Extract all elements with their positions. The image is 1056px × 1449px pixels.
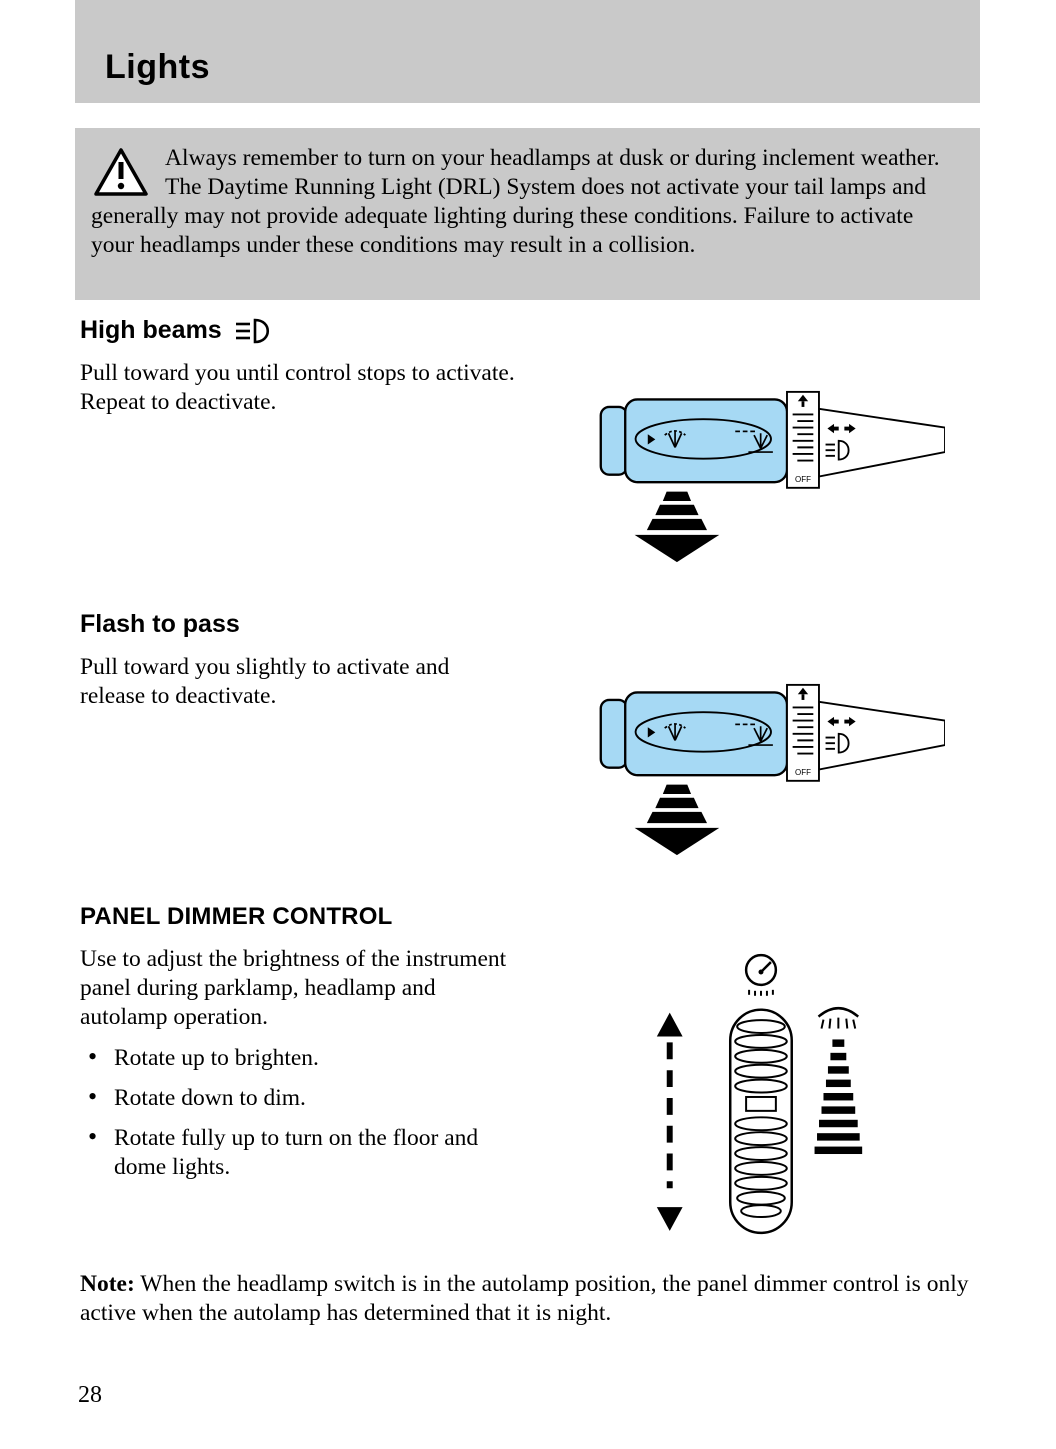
panel-dimmer-heading xyxy=(80,903,550,931)
flash-to-pass-heading xyxy=(80,610,550,639)
flash-to-pass-heading-text: Flash to pass xyxy=(80,610,240,638)
page-header xyxy=(75,0,980,103)
high-beams-heading xyxy=(80,316,550,345)
page-title: Lights xyxy=(105,48,210,86)
control-stalk-drawing-2 xyxy=(597,683,945,857)
high-beam-icon xyxy=(234,318,274,344)
bullet-marker: • xyxy=(88,1082,98,1111)
warning-box xyxy=(75,128,980,300)
high-beams-heading-text: High beams xyxy=(80,316,222,344)
section-panel-dimmer xyxy=(80,903,550,1193)
panel-dimmer-body: Use to adjust the brightness of the instrument panel during parklamp, headlamp and autolamp operation. xyxy=(80,946,507,1030)
dome-light-icon xyxy=(819,1008,859,1028)
bullet-marker: • xyxy=(88,1122,98,1151)
bullet-text: Rotate up to brighten. xyxy=(114,1045,319,1071)
note-label: Note: xyxy=(80,1271,135,1297)
bullet-marker: • xyxy=(88,1042,98,1071)
warning-text: Always remember to turn on your headlamps at dusk or during inclement weather. The Daytime Running Light (DRL) System does not activate your tail lamps and generally may not provide adequate lighting during these conditions. Failure to activate your headlamps under these conditions may result in a collision. xyxy=(91,145,940,258)
gauge-icon xyxy=(746,955,776,996)
flash-to-pass-body: Pull toward you slightly to activate and release to deactivate. xyxy=(80,654,450,709)
panel-dimmer-heading-text: PANEL DIMMER CONTROL xyxy=(80,903,393,930)
bullet-text: Rotate down to dim. xyxy=(114,1085,306,1111)
list-item xyxy=(80,1044,500,1073)
panel-dimmer-bullet-list xyxy=(80,1044,550,1182)
brightness-cone-icon xyxy=(815,1039,863,1154)
thumbwheel-drawing xyxy=(635,945,883,1243)
panel-dimmer-illustration xyxy=(635,945,883,1243)
page-number: 28 xyxy=(78,1382,102,1408)
high-beams-illustration xyxy=(597,390,945,564)
list-item xyxy=(80,1124,500,1182)
control-stalk-drawing-1 xyxy=(597,390,945,564)
bullet-text: Rotate fully up to turn on the floor and dome lights. xyxy=(114,1125,479,1180)
flash-to-pass-illustration xyxy=(597,683,945,857)
rotate-arrow-icon xyxy=(657,1013,683,1231)
high-beams-body: Pull toward you until control stops to activate. Repeat to deactivate. xyxy=(80,360,515,415)
note-text: When the headlamp switch is in the autolamp position, the panel dimmer control is only active when the autolamp has determined that it is night. xyxy=(80,1271,969,1326)
section-high-beams xyxy=(80,316,550,417)
warning-icon xyxy=(93,147,149,197)
section-flash-to-pass xyxy=(80,610,550,711)
note-paragraph xyxy=(80,1270,982,1328)
thumbwheel xyxy=(730,1010,792,1233)
list-item xyxy=(80,1084,500,1113)
